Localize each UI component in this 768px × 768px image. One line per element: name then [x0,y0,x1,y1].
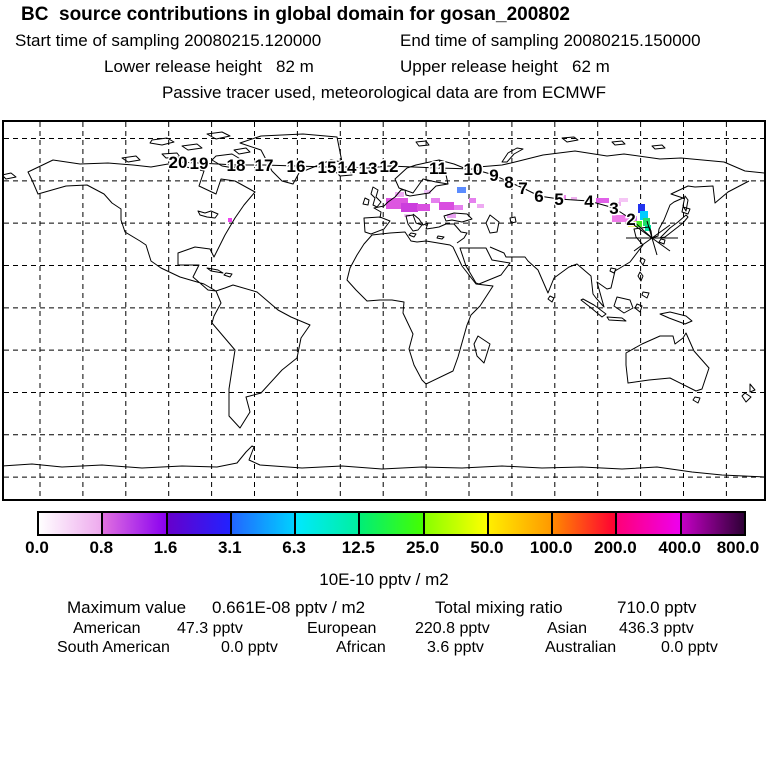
colorbar-tick-label: 100.0 [529,538,573,557]
trajectory-day-label: 3 [609,199,619,218]
region-european-label: European [307,620,377,637]
graticule-grid [4,122,764,499]
world-map [2,120,766,501]
trajectory-day-label: 19 [189,154,209,173]
plume-patch [477,204,484,208]
colorbar-segment [617,513,681,534]
plume-patch [417,204,430,211]
upper-release-text: Upper release height 62 m [400,57,610,76]
trajectory-day-label: 2 [626,210,636,229]
region-south-american-value: 0.0 pptv [221,639,278,656]
plume-patch [643,218,650,226]
trajectory-day-label: 9 [489,166,499,185]
colorbar-segment [489,513,553,534]
plume-patch [431,198,440,203]
plume-patch [469,198,476,203]
trajectory-day-label: 4 [584,192,594,211]
colorbar-units-label: 10E-10 pptv / m2 [319,570,449,589]
trajectory-day-label: 11 [429,159,447,178]
region-asian-label: Asian [547,620,588,637]
region-european-value: 220.8 pptv [415,620,490,637]
plume-patch [454,205,463,210]
region-australian-value: 0.0 pptv [661,639,718,656]
plume-patch [395,192,404,197]
colorbar-tick-label: 800.0 [716,538,760,557]
region-south-american-label: South American [57,639,170,656]
max-value-label: Maximum value [67,598,187,617]
map-border [3,121,765,500]
region-american-label: American [73,620,141,637]
colorbar-segment [553,513,617,534]
colorbar-tick-label: 6.3 [282,538,306,557]
trajectory-day-label: 8 [504,173,514,192]
tracer-note-text: Passive tracer used, meteorological data are from ECMWF [161,83,607,102]
trajectory-day-label: 14 [337,158,357,177]
colorbar-tick-label: 3.1 [217,538,242,557]
colorbar-segment [360,513,424,534]
colorbar-tick-label: 0.0 [25,538,49,557]
colorbar-segment [103,513,167,534]
plume-patch [596,198,609,203]
colorbar-tick-label: 1.6 [153,538,178,557]
colorbar-tick-label: 50.0 [470,538,504,557]
colorbar [37,511,746,536]
region-american-value: 47.3 pptv [177,620,243,637]
region-african-value: 3.6 pptv [427,639,484,656]
trajectory-day-label: 10 [463,160,483,179]
plume-patch [457,187,466,193]
plume-patch [439,202,454,210]
end-time-text: End time of sampling 20080215.150000 [400,31,701,50]
lower-release-text: Lower release height 82 m [104,57,314,76]
colorbar-tick-label: 400.0 [658,538,701,557]
region-asian-value: 436.3 pptv [619,620,694,637]
plot-title: BC source contributions in global domain for gosan_200802 [21,4,570,25]
total-mixing-ratio-label: Total mixing ratio [435,598,563,617]
trajectory-day-label: 15 [317,158,337,177]
colorbar-segment [168,513,232,534]
colorbar-segment [682,513,744,534]
colorbar-tick-label: 25.0 [406,538,440,557]
colorbar-segment [232,513,296,534]
trajectory-day-label: 6 [534,187,544,206]
plume-patch [619,198,628,202]
trajectory-day-label: 17 [254,156,274,175]
region-australian-label: Australian [545,639,617,656]
region-african-label: African [336,639,386,656]
trajectory-day-label: 5 [554,190,564,209]
colorbar-tick-label: 200.0 [594,538,637,557]
colorbar-tick-label: 0.8 [89,538,114,557]
plume-patch [228,218,232,222]
colorbar-segment [296,513,360,534]
total-mixing-ratio-number: 710.0 pptv [617,598,697,617]
colorbar-segment [425,513,489,534]
colorbar-segment [39,513,103,534]
trajectory-day-label: 20 [168,153,188,172]
coastlines [2,132,766,477]
trajectory-day-label: 7 [518,179,528,198]
colorbar-tick-label: 12.5 [341,538,375,557]
trajectory-day-label: 16 [286,157,306,176]
plume-patch [401,203,418,212]
start-time-text: Start time of sampling 20080215.120000 [15,31,322,50]
trajectory-day-label: 13 [358,159,378,178]
trajectory-day-label: 18 [226,156,246,175]
trajectory-day-label: 12 [379,157,399,176]
max-value-number: 0.661E-08 pptv / m2 [212,598,366,617]
